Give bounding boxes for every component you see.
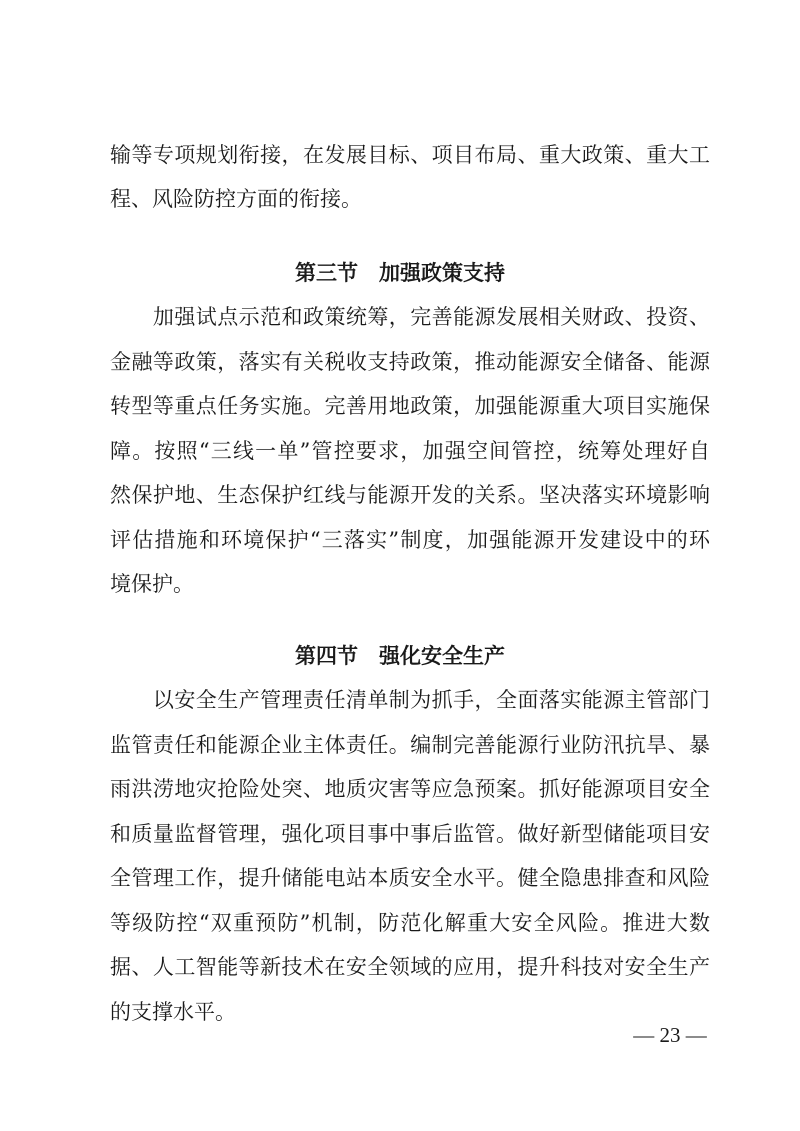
section-3-line-2: 金融等政策，落实有关税收支持政策，推动能源安全储备、能源 [110, 350, 710, 374]
section-3-line-7: 境保护。 [110, 572, 194, 596]
page-number: — 23 — [633, 1023, 707, 1047]
section-3-heading: 第三节 加强政策支持 [295, 260, 505, 285]
section-4-line-7: 据、人工智能等新技术在安全领域的应用，提升科技对安全生产 [110, 955, 710, 979]
section-4-line-2: 监管责任和能源企业主体责任。编制完善能源行业防汛抗旱、暴 [110, 733, 710, 757]
section-3-line-3: 转型等重点任务实施。完善用地政策，加强能源重大项目实施保 [110, 394, 710, 418]
section-4-line-8: 的支撑水平。 [110, 1000, 236, 1024]
section-4-line-3: 雨洪涝地灾抢险处突、地质灾害等应急预案。抓好能源项目安全 [110, 777, 710, 801]
section-3-line-1: 加强试点示范和政策统筹，完善能源发展相关财政、投资、 [110, 305, 710, 329]
section-4-line-6: 等级防控“双重预防”机制，防范化解重大安全风险。推进大数 [110, 911, 710, 935]
section-4-line-1: 以安全生产管理责任清单制为抓手，全面落实能源主管部门 [110, 688, 710, 712]
section-3-line-5: 然保护地、生态保护红线与能源开发的关系。坚决落实环境影响 [110, 483, 710, 507]
section-4-line-4: 和质量监督管理，强化项目事中事后监管。做好新型储能项目安 [110, 822, 710, 846]
intro-line-2: 程、风险防控方面的衔接。 [110, 187, 362, 211]
section-4-line-5: 全管理工作，提升储能电站本质安全水平。健全隐患排查和风险 [110, 866, 710, 890]
section-3-line-4: 障。按照“三线一单”管控要求，加强空间管控，统筹处理好自 [110, 439, 710, 463]
section-4-heading: 第四节 强化安全生产 [295, 643, 505, 668]
intro-line-1: 输等专项规划衔接，在发展目标、项目布局、重大政策、重大工 [110, 143, 710, 167]
section-3-line-6: 评估措施和环境保护“三落实”制度，加强能源开发建设中的环 [110, 528, 710, 552]
